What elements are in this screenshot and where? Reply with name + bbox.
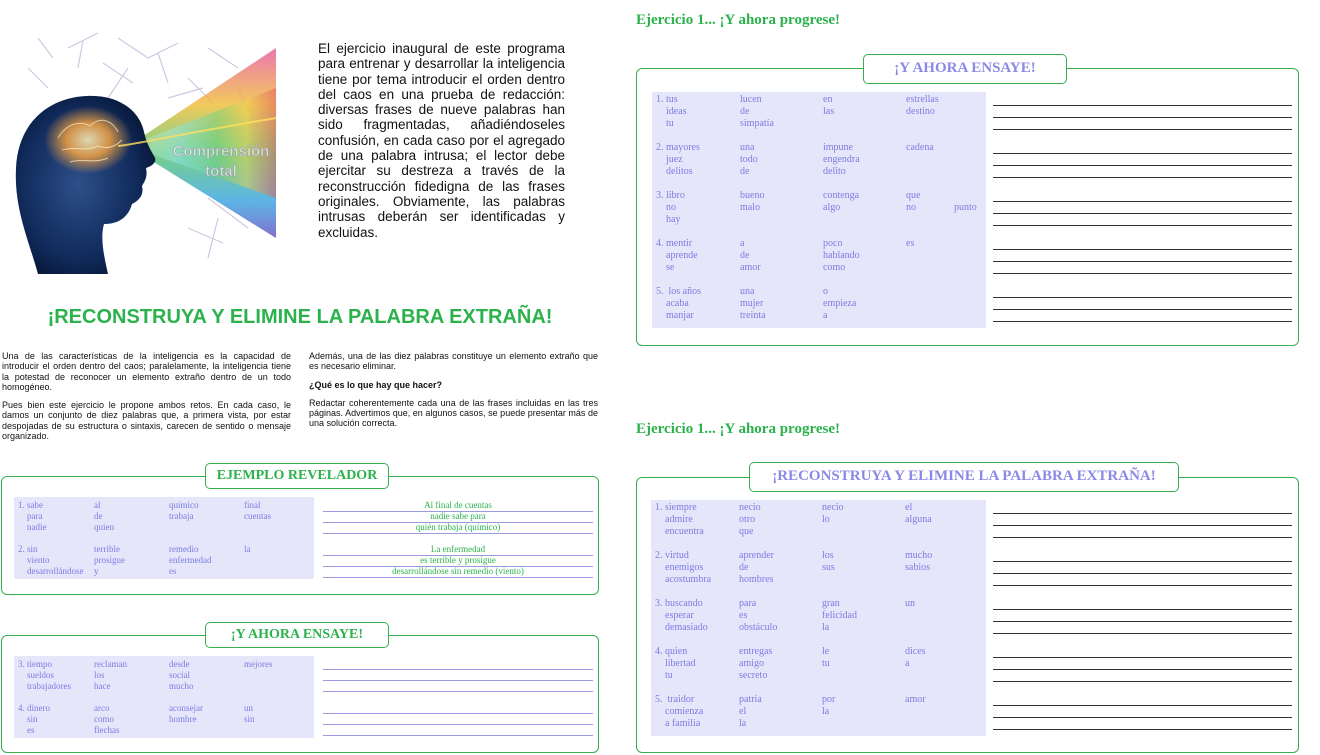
exercise-heading-bottom: Ejercicio 1... ¡Y ahora progrese! — [636, 421, 840, 437]
ts4-col2: arco como flechas — [94, 703, 120, 735]
tr3-col4: que no — [906, 190, 921, 213]
ts3-col2: reclaman los hace — [94, 659, 127, 691]
rc4-col2: entregas amigo secreto — [739, 646, 773, 681]
left-col-p1: Una de las características de la inteligencia es la capacidad de introducir el orden dentro del caos; paralelamente, la inteligencia tiene la potestad de reconocer un elemento extraño dentro de un todo homogéneo. — [2, 351, 291, 392]
example-word-list — [14, 497, 314, 579]
ex1-answer-line3: quién trabaja (químico) — [415, 522, 501, 532]
left-col-p2: Pues bien este ejercicio le propone ambos retos. En cada caso, le damos un conjunto de diez palabras que, a primera vista, por estar despojadas de su estructura o sintaxis, carecen de sentido o mensaje organizado. — [2, 400, 291, 442]
rc1-col3: necio lo — [822, 502, 844, 525]
tr5-col3: o empieza a — [823, 286, 857, 321]
tr3-col3: contenga algo — [823, 190, 860, 213]
intro-paragraph: El ejercicio inaugural de este programa para entrenar y desarrollar la inteligencia tiene por tema introducir el orden dentro del caos en una prueba de redacción: diversas frases de nueve palabras han sido fragmentadas, añadiéndoseles confusión, en cada caso por el agregado de una palabra intrusa; el lector debe ejercitar su destreza a través de la reconstrucción fidedigna de las frases originales. Obviamente, las palabras intrusas deberán ser identificadas y excluidas. — [318, 41, 565, 240]
right-column — [309, 351, 598, 437]
tr1-col1: 1. tus ideas tu — [656, 94, 687, 129]
rc4-col4: dices a — [905, 646, 926, 669]
tr3-extra: punto — [954, 202, 977, 213]
rc3-col1: 3. buscando esperar demasiado — [655, 598, 708, 633]
rc5-col1: 5. traidor comienza a familia — [655, 694, 704, 729]
tr5-col2: una mujer treinta — [740, 286, 766, 321]
tr5-col1: 5. los años acaba manjar — [656, 286, 701, 321]
tr2-col1: 2. mayores juez delitos — [656, 142, 700, 177]
rc5-col2: patria el la — [739, 694, 762, 729]
ex2-col1: 2. sin viento desarrollándose — [18, 544, 84, 576]
tr2-col4: cadena — [906, 142, 934, 153]
rc4-col3: le tu — [822, 646, 830, 669]
ts4-col3: aconsejar hombre — [169, 703, 203, 724]
ex2-col3: remedio enfermedad es — [169, 544, 212, 576]
rc2-col3: los sus — [822, 550, 835, 573]
tr1-col4: estrellas destino — [906, 94, 939, 117]
rc5-col4: amor — [905, 694, 926, 705]
ts3-col4: mejores — [244, 659, 273, 669]
ex1-answer-line1: Al final de cuentas — [424, 500, 492, 510]
rc1-col1: 1. siempre admire encuentra — [655, 502, 704, 537]
tr4-col3: poco hablando como — [823, 238, 860, 273]
ex1-col3: químico trabaja — [169, 500, 199, 521]
reconstruct-title: ¡RECONSTRUYA Y ELIMINE LA PALABRA EXTRAÑA! — [749, 462, 1179, 492]
exercise-heading-top: Ejercicio 1... ¡Y ahora progrese! — [636, 12, 840, 28]
main-title: ¡RECONSTRUYA Y ELIMINE LA PALABRA EXTRAÑA! — [47, 306, 553, 328]
ex2-col2: terrible prosigue y — [94, 544, 125, 576]
tr4-col2: a de amor — [740, 238, 761, 273]
rc1-col4: el alguna — [905, 502, 932, 525]
rc3-col3: gran felicidad la — [822, 598, 857, 633]
ts3-col3: desde social mucho — [169, 659, 194, 691]
rc2-col1: 2. virtud enemigos acostumbra — [655, 550, 712, 585]
try-right-title: ¡Y AHORA ENSAYE! — [863, 54, 1067, 84]
ex1-col1: 1. sabe para nadie — [18, 500, 47, 532]
tr1-col3: en las — [823, 94, 835, 117]
rc5-col3: por la — [822, 694, 836, 717]
example-title: EJEMPLO REVELADOR — [205, 463, 389, 489]
ts3-col1: 3. tiempo sueldos trabajadores — [18, 659, 71, 691]
rc3-col2: para es obstáculo — [739, 598, 778, 633]
tr4-col1: 4. mentir aprende se — [656, 238, 698, 273]
rc2-col2: aprender de hombres — [739, 550, 774, 585]
brain-art — [8, 28, 278, 274]
ex2-answer-line3: desarrollándose sin remedio (viento) — [392, 566, 524, 576]
ex2-col4: la — [244, 544, 251, 554]
rc4-col1: 4. quien libertad tu — [655, 646, 696, 681]
rc3-col4: un — [905, 598, 915, 609]
tr3-col2: bueno malo — [740, 190, 765, 213]
left-column — [2, 351, 291, 449]
reconstruct-word-list — [651, 500, 986, 736]
ex1-col4: final cuentas — [244, 500, 271, 521]
ts4-col1: 4. dinero sin es — [18, 703, 50, 735]
ex1-answer-line2: nadie sabe para — [430, 511, 486, 521]
right-col-p2: Redactar coherentemente cada una de las frases incluidas en las tres páginas. Advertimos que, en algunos casos, se puede presentar más de una solución correcta. — [309, 397, 598, 429]
tr1-col2: lucen de simpatía — [740, 94, 774, 129]
tr4-col4: es — [906, 238, 915, 249]
brain-illustration — [8, 28, 278, 274]
tr3-col1: 3. libro no hay — [656, 190, 685, 225]
ex2-answer-line2: es terrible y prosigue — [420, 555, 496, 565]
tr2-col3: impune engendra delito — [823, 142, 860, 177]
caption-line2: total — [205, 163, 237, 180]
rc2-col4: mucho sabios — [905, 550, 933, 573]
caption-line1: Comprensión — [172, 143, 270, 160]
ex1-col2: al de quien — [94, 500, 114, 532]
right-col-p1: Además, una de las diez palabras constituye un elemento extraño que es necesario eliminar. — [309, 351, 598, 372]
try-small-title: ¡Y AHORA ENSAYE! — [205, 622, 389, 648]
ex2-answer-line1: La enfermedad — [430, 544, 486, 554]
tr2-col2: una todo de — [740, 142, 758, 177]
rc1-col2: necio otro que — [739, 502, 761, 537]
try-small-word-list — [14, 656, 314, 738]
right-col-question: ¿Qué es lo que hay que hacer? — [309, 379, 443, 390]
ts4-col4: un sin — [244, 703, 255, 724]
try-right-word-list — [652, 92, 986, 328]
